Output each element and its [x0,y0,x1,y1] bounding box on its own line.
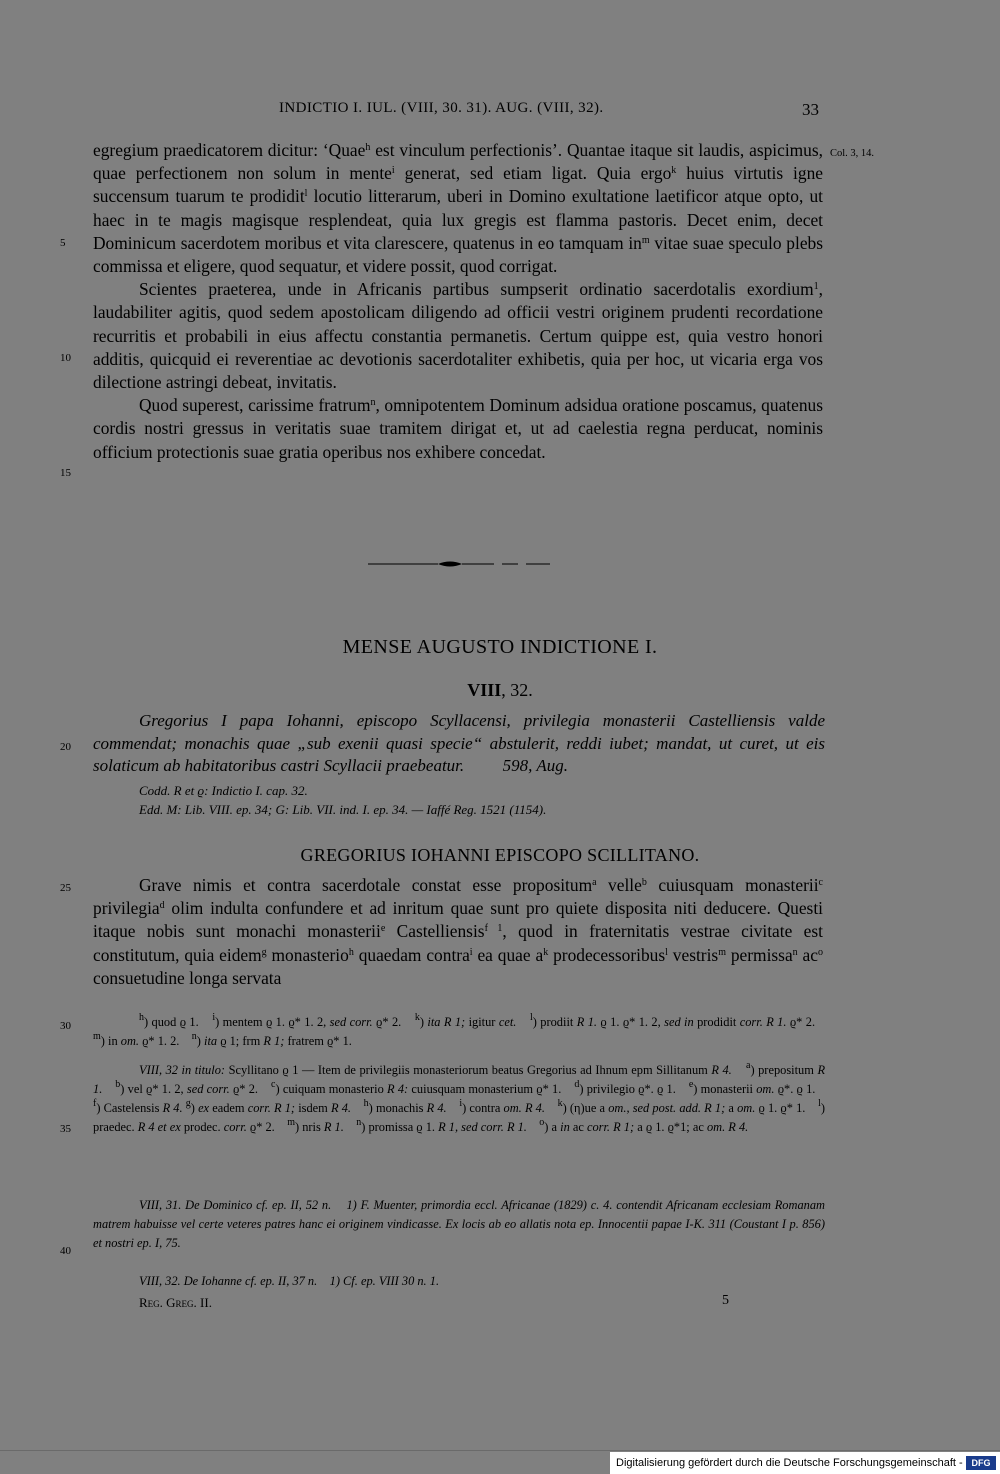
letter-text: Grave nimis et contra sacerdotale constat esse propositum$^a$ velle$^b$ cuiusquam monasterii$^c$ privilegia$^d$ olim indulta confundere et ad inritum quae sunt pro quiete disposita niti deducere. Questi itaque nobis sunt monachi monasterii$^e$ Castelliensis$^{f 1}$, quod in fraternitatis vestrae civitate est constitutum, quia eidem$^g$ monasterio$^h$ quaedam contra$^i$ ea quae $a^k$ prodecessoribus$^l$ vestris$^m$ permissa$^n$ $ac^o$ consuetudine longa servata [93,875,823,988]
dfg-logo-icon: DFG [966,1456,996,1470]
apparatus-notes-2 [93,1061,825,1137]
section-heading: MENSE AUGUSTO INDICTIONE I. [342,636,658,658]
body-paragraph-3: Quod superest, carissime fratrum$^n$, omnipotentem Dominum adsidua oratione poscamus, quatenus cordis nostri gressus in veritatis suae tramitem dirigat et, ut ad caelestia regna perducat, nominis officium protectionis suae gratia operibus nos exhibere concedat. [93,395,823,462]
line-number-20: 20 [60,741,71,753]
apparatus-1-text: $^h$) quod ϱ 1. $^i$) mentem ϱ 1. ϱ* 1. 2, sed corr. ϱ* 2. $^k$) ita R 1; igitur cet. $^l$) prodiit R 1. ϱ 1. ϱ* 1. 2, sed in prodidit corr. R 1. ϱ* 2. $^m$) in om. ϱ* 1. 2. $^n$) ita ϱ 1; frm R 1; fratrem ϱ* 1. [93,1012,825,1048]
summary-date: 598, Aug. [502,756,568,776]
ornament-divider [368,557,550,571]
running-head [0,100,1000,124]
letter-summary [93,710,825,778]
letter-body-continued [93,139,823,464]
line-number-40: 40 [60,1245,71,1257]
line-number-5: 5 [60,237,66,249]
codices-line: Codd. R et ϱ: Indictio I. cap. 32. [139,783,308,798]
letter-body [93,874,823,990]
line-number-25: 25 [60,882,71,894]
commentary-notes-2 [93,1272,825,1291]
running-title: INDICTIO I. IUL. (VIII, 30. 31). AUG. (VIII, 32). [279,100,604,116]
line-number-10: 10 [60,352,71,364]
letter-number-book: VIII [467,680,502,700]
commentary-2-text: VIII, 32. De Iohanne cf. ep. II, 37 n. 1) Cf. ep. VIII 30 n. 1. [139,1274,440,1288]
summary-text: Gregorius I papa Iohanni, episcopo Scyllacensi, privilegia monasterii Castelliensis valde commendat; monachis quae „sub exenii quasi specie“ abstulerit, reddi iubet; mandat, ut curet, ut eis solaticum ab habitatoribus castri Scyllacii praebeatur. [93,711,825,776]
commentary-notes-1 [93,1196,825,1253]
apparatus-notes-1 [93,1013,825,1051]
signature-page: 5 [722,1293,729,1308]
signature-mark: Reg. Greg. II. [139,1295,212,1310]
line-number-30: 30 [60,1020,71,1032]
apparatus-2-text: VIII, 32 in titulo: Scyllitano ϱ 1 — Item de privilegiis monasteriorum beatus Gregorius ad Ihnum epm Sillitanum R 4. $^a$) prepositum R 1. $^b$) vel ϱ* 1. 2, sed corr. ϱ* 2. $^c$) cuiquam monasterio R 4: cuiusquam monasterium ϱ* 1. $^d$) privilegio ϱ*. ϱ 1. $^e$) monasterii om. ϱ*. ϱ 1. $^f$) Castelensis R 4. $^g$) ex eadem corr. R 1; isdem R 4. $^h$) monachis R 4. $^i$) contra om. R 4. $^k$) (η)ue a om., sed post. add. R 1; a om. ϱ 1. ϱ* 1. $^l$) praedec. R 4 et ex prodec. corr. ϱ* 2. $^m$) nris R 1. $^n$) promissa ϱ 1. R 1, sed corr. R 1. $^o$) a in ac corr. R 1; a ϱ 1. ϱ*1; ac om. R 4. [93,1060,826,1134]
editions-line: Edd. M: Lib. VIII. ep. 34; G: Lib. VII. ind. I. ep. 34. — Iaffé Reg. 1521 (1154). [139,802,547,817]
letter-title: GREGORIUS IOHANNI EPISCOPO SCILLITANO. [300,845,700,865]
commentary-1-text: VIII, 31. De Dominico cf. ep. II, 52 n. 1) F. Muenter, primordia eccl. Africanae (1829) c. 4. contendit Africanam ecclesiam Romanam matrem habuisse vel certe veteres patres hanc ei originem vindicasse. Ex locis ab eo allatis nota ep. Innocentii papae I-K. 311 (Coustant I p. 856) et nostri ep. I, 75. [93,1198,825,1250]
dfg-credit-text: Digitalisierung gefördert durch die Deutsche Forschungsgemeinschaft - [616,1457,963,1469]
line-number-15: 15 [60,467,71,479]
footer-rule [0,1450,1000,1451]
dfg-credit-bar [610,1452,1000,1474]
manuscript-info [139,781,546,819]
line-number-35: 35 [60,1123,71,1135]
margin-reference: Col. 3, 14. [830,148,875,159]
body-paragraph-1: egregium praedicatorem dicitur: ‘Quae$^h$ est vinculum perfectionis’. Quantae itaque sit laudis, aspicimus, quae perfectionem non solum in mente$^i$ generat, sed etiam ligat. Quia ergo$^k$ huius virtutis igne succensum tuarum te prodidit$^l$ locutio litterarum, uberi in Domino exultatione laetificor atque opto, ut haec in te magis magisque resplendeat, quia lux gregis est flamma pastoris. Decet enim, decet Dominicum sacerdotem moribus et vita clarescere, quatenus in eo tamquam $in^m$ vitae suae speculo plebs commissa et eligere, quod sequatur, et videre possit, quod corrigat. [93,140,823,277]
letter-number [0,680,1000,701]
page-number: 33 [802,100,819,119]
letter-number-suffix: , 32. [501,680,533,700]
body-paragraph-2: Scientes praeterea, unde in Africanis partibus sumpserit ordinatio sacerdotalis exordium$^1$, laudabiliter agitis, quod sedem apostolicam diligendo ad officii vestri originem prudenti recordatione recurritis et probabili in eius affectu constantia permanetis. Certum quippe est, quia vestro honori additis, quicquid ei reverentiae ac devotionis sacerdotaliter exhibetis, quia per hoc, ut vicaria erga vos dilectione astringi debeat, invitatis. [93,279,823,393]
